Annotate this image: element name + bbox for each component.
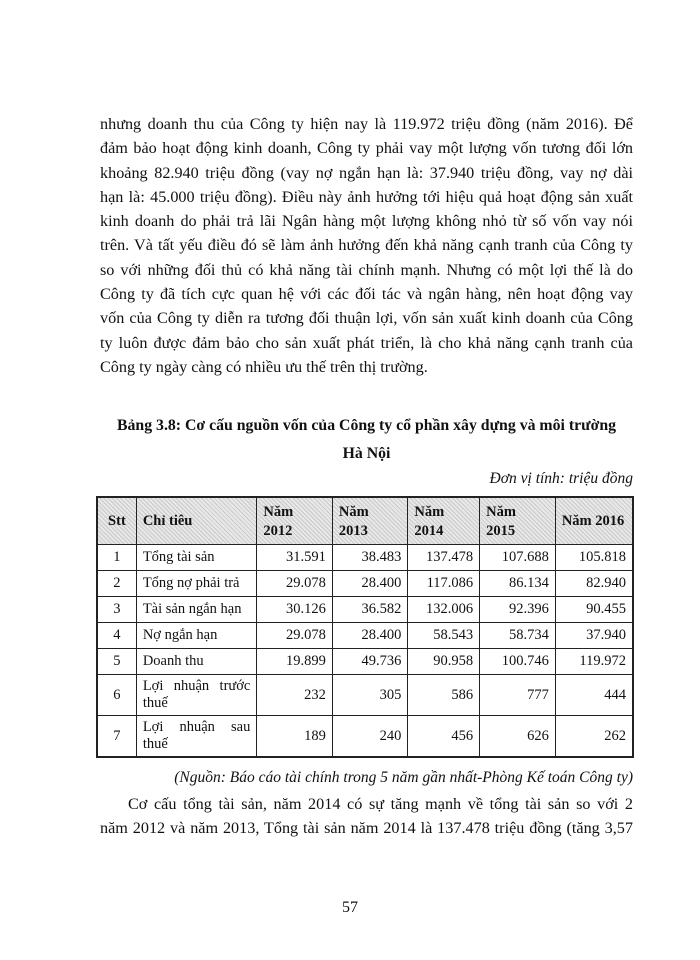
row-value: 38.483 xyxy=(332,545,408,571)
row-value: 137.478 xyxy=(408,545,480,571)
row-value: 262 xyxy=(555,716,633,758)
table-row xyxy=(97,597,633,623)
row-stt: 3 xyxy=(97,597,136,623)
row-value: 132.006 xyxy=(408,597,480,623)
row-label: Doanh thu xyxy=(136,649,257,675)
row-value: 58.543 xyxy=(408,623,480,649)
row-label-line: Lợi nhuận sau xyxy=(142,719,251,735)
header-year-value: 2014 xyxy=(414,523,444,539)
row-stt: 5 xyxy=(97,649,136,675)
capital-structure-table xyxy=(96,496,634,758)
text-line: Cơ cấu tổng tài sản, năm 2014 có sự tăng mạnh về tổng tài sản so với 2 xyxy=(128,795,633,813)
row-value: 36.582 xyxy=(332,597,408,623)
row-label-line: thuế xyxy=(142,736,168,752)
row-value: 28.400 xyxy=(332,623,408,649)
row-stt: 4 xyxy=(97,623,136,649)
text-line: kinh doanh do phải trả lãi Ngân hàng một lượng không nhỏ từ số vốn vay nói xyxy=(100,212,633,231)
row-value: 86.134 xyxy=(480,571,556,597)
text-line: khoảng 82.940 triệu đồng (vay nợ ngắn hạn là: 37.940 triệu đồng, vay nợ dài xyxy=(100,163,633,182)
header-year-2016: Năm 2016 xyxy=(555,497,633,545)
header-year-2014 xyxy=(408,497,480,545)
row-value: 29.078 xyxy=(257,571,333,597)
table-row xyxy=(97,545,633,571)
text-line: đảm bảo hoạt động kinh doanh, Công ty phải vay một lượng vốn tương đối lớn xyxy=(100,139,633,158)
row-value: 30.126 xyxy=(257,597,333,623)
row-label: Tổng tài sản xyxy=(136,545,257,571)
table-row xyxy=(97,716,633,758)
table-header-row xyxy=(97,497,633,545)
header-indicator: Chỉ tiêu xyxy=(136,497,257,545)
header-year-value: 2012 xyxy=(263,523,293,539)
row-value: 105.818 xyxy=(555,545,633,571)
row-value: 626 xyxy=(480,716,556,758)
row-label: Nợ ngắn hạn xyxy=(136,623,257,649)
row-label-wrap xyxy=(143,678,251,712)
row-value: 31.591 xyxy=(257,545,333,571)
row-value: 240 xyxy=(332,716,408,758)
row-value: 37.940 xyxy=(555,623,633,649)
row-value: 90.958 xyxy=(408,649,480,675)
header-year-label: Năm xyxy=(414,504,445,520)
body-paragraph-2 xyxy=(100,792,633,841)
row-value: 444 xyxy=(555,675,633,716)
header-stt: Stt xyxy=(97,497,136,545)
table-row xyxy=(97,649,633,675)
body-paragraph-1 xyxy=(100,112,633,379)
row-value: 777 xyxy=(480,675,556,716)
page-number: 57 xyxy=(342,899,358,916)
row-label-line: Lợi nhuận trước xyxy=(142,678,251,694)
row-label-wrap xyxy=(143,719,251,753)
row-label: Tài sản ngắn hạn xyxy=(136,597,257,623)
unit-note: Đơn vị tính: triệu đồng xyxy=(489,470,633,487)
table-row xyxy=(97,675,633,716)
text-line: năm 2012 và năm 2013, Tổng tài sản năm 2014 là 137.478 triệu đồng (tăng 3,57 xyxy=(100,819,633,838)
row-value: 58.734 xyxy=(480,623,556,649)
text-line: hạn là: 45.000 triệu đồng). Điều này ảnh hưởng tới hiệu quả hoạt động sản xuất xyxy=(100,187,633,206)
row-value: 107.688 xyxy=(480,545,556,571)
row-stt: 7 xyxy=(97,716,136,758)
table-row xyxy=(97,571,633,597)
table-caption: Bảng 3.8: Cơ cấu nguồn vốn của Công ty cổ phần xây dựng và môi trường xyxy=(116,417,617,434)
row-stt: 6 xyxy=(97,675,136,716)
row-stt: 1 xyxy=(97,545,136,571)
row-label xyxy=(136,716,257,758)
text-line: so với những đối thủ có khả năng tài chính mạnh. Nhưng có một lợi thế là do xyxy=(100,260,633,279)
text-line: vốn của Công ty diễn ra tương đối thuận lợi, vốn sản xuất kinh doanh của Công xyxy=(100,309,633,328)
row-value: 456 xyxy=(408,716,480,758)
text-line: trên. Và tất yếu điều đó sẽ làm ảnh hưởng đến khả năng cạnh tranh của Công ty xyxy=(100,236,633,255)
header-year-label: Năm xyxy=(338,504,369,520)
row-label-line: thuế xyxy=(142,695,168,711)
row-value: 90.455 xyxy=(555,597,633,623)
text-line: Công ty đã tích cực quan hệ với các đối tác và ngân hàng, nên hoạt động vay xyxy=(100,285,633,304)
row-value: 189 xyxy=(257,716,333,758)
row-value: 232 xyxy=(257,675,333,716)
row-value: 92.396 xyxy=(480,597,556,623)
table-row xyxy=(97,623,633,649)
header-year-label: Năm xyxy=(263,504,294,520)
row-value: 49.736 xyxy=(332,649,408,675)
table-caption-line-2: Hà Nội xyxy=(342,445,391,462)
header-year-2012 xyxy=(257,497,333,545)
header-year-value: 2015 xyxy=(486,523,516,539)
header-year-2013 xyxy=(332,497,408,545)
row-value: 28.400 xyxy=(332,571,408,597)
row-value: 100.746 xyxy=(480,649,556,675)
row-label xyxy=(136,675,257,716)
source-note: (Nguồn: Báo cáo tài chính trong 5 năm gần nhất-Phòng Kế toán Công ty) xyxy=(174,769,633,786)
row-value: 117.086 xyxy=(408,571,480,597)
text-line: ty luôn được đảm bảo cho sản xuất phát triển, là cho khả năng cạnh tranh của xyxy=(100,333,633,352)
text-line: nhưng doanh thu của Công ty hiện nay là 119.972 triệu đồng (năm 2016). Để xyxy=(100,115,633,133)
row-value: 119.972 xyxy=(555,649,633,675)
row-label: Tổng nợ phải trả xyxy=(136,571,257,597)
row-value: 305 xyxy=(332,675,408,716)
header-year-2015 xyxy=(480,497,556,545)
text-line: Công ty ngày càng có nhiều ưu thế trên thị trường. xyxy=(100,357,428,376)
row-stt: 2 xyxy=(97,571,136,597)
header-year-label: Năm xyxy=(486,504,516,520)
row-value: 19.899 xyxy=(257,649,333,675)
row-value: 586 xyxy=(408,675,480,716)
row-value: 29.078 xyxy=(257,623,333,649)
row-value: 82.940 xyxy=(555,571,633,597)
header-year-value: 2013 xyxy=(338,523,368,539)
